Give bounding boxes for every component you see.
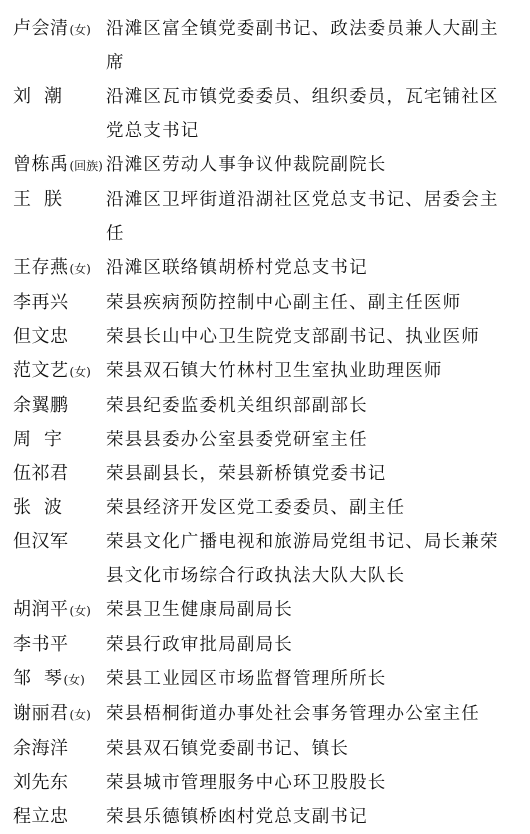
person-name-text: 曾栋禹 [13,154,69,175]
list-item [13,354,530,389]
person-name-text: 张 波 [13,497,63,518]
person-name-text: 伍祁君 [13,463,69,484]
list-item [13,766,530,800]
person-position: 荣县工业园区市场监督管理所所长 [106,669,387,689]
list-item [13,251,530,286]
person-name [13,183,106,217]
person-name-text: 刘先东 [13,772,69,793]
person-position: 荣县经济开发区党工委委员、副主任 [106,498,406,518]
list-item [13,628,530,662]
person-name [13,491,106,525]
person-position: 荣县长山中心卫生院党支部副书记、执业医师 [106,327,480,347]
person-name [13,423,106,457]
person-name-text: 李再兴 [13,292,69,313]
person-name [13,148,106,183]
person-name-text: 卢会清 [13,18,69,39]
person-position: 荣县副县长，荣县新桥镇党委书记 [106,464,387,484]
list-item [13,80,530,148]
person-name-text: 邹 琴 [13,668,63,689]
list-item [13,662,530,697]
person-note: (回族) [69,159,103,173]
person-position: 沿滩区劳动人事争议仲裁院副院长 [106,155,387,175]
person-name-text: 但汉军 [13,531,69,552]
person-position: 荣县卫生健康局副局长 [106,600,293,620]
person-position: 荣县城市管理服务中心环卫股股长 [106,773,387,793]
list-item [13,389,530,423]
person-position: 荣县双石镇大竹林村卫生室执业助理医师 [106,361,443,381]
list-item [13,286,530,320]
person-name-text: 余翼鹏 [13,395,69,416]
person-name [13,354,106,389]
person-position: 荣县双石镇党委副书记、镇长 [106,739,350,759]
person-name [13,12,106,47]
person-position: 荣县乐德镇桥凼村党总支副书记 [106,807,368,827]
person-name-text: 胡润平 [13,599,69,620]
list-item [13,320,530,354]
person-note: (女) [63,673,85,687]
person-name [13,525,106,559]
person-name-text: 程立忠 [13,806,69,827]
person-name [13,286,106,320]
person-name [13,628,106,662]
person-name-text: 谢丽君 [13,703,69,724]
person-position: 荣县疾病预防控制中心副主任、副主任医师 [106,293,462,313]
person-name [13,766,106,800]
list-item [13,12,530,80]
person-name [13,320,106,354]
list-item [13,457,530,491]
person-note: (女) [69,262,91,276]
person-note: (女) [69,604,91,618]
person-name [13,662,106,697]
list-item [13,593,530,628]
person-position: 荣县梧桐街道办事处社会事务管理办公室主任 [106,704,480,724]
person-name [13,732,106,766]
person-name-text: 余海洋 [13,738,69,759]
list-item [13,800,530,834]
list-item [13,423,530,457]
person-name [13,593,106,628]
person-name [13,697,106,732]
person-position: 沿滩区富全镇党委副书记、政法委员兼人大副主席 [106,19,499,73]
list-item [13,491,530,525]
person-name-text: 王存燕 [13,257,69,278]
person-name [13,457,106,491]
person-position: 沿滩区卫坪街道沿湖社区党总支书记、居委会主任 [106,190,499,244]
person-position: 荣县行政审批局副局长 [106,635,293,655]
person-name-text: 刘 潮 [13,86,63,107]
list-item [13,148,530,183]
person-name [13,800,106,834]
person-position: 荣县县委办公室县委党研室主任 [106,430,368,450]
person-name-text: 王 朕 [13,189,63,210]
list-item [13,183,530,251]
list-item [13,732,530,766]
person-position: 沿滩区联络镇胡桥村党总支书记 [106,258,368,278]
list-item [13,697,530,732]
person-name-text: 但文忠 [13,326,69,347]
person-name [13,80,106,114]
list-item [13,525,530,593]
person-name [13,389,106,423]
person-name [13,251,106,286]
person-note: (女) [69,23,91,37]
person-position: 荣县文化广播电视和旅游局党组书记、局长兼荣县文化市场综合行政执法大队大队长 [106,532,499,586]
person-note: (女) [69,365,91,379]
person-name-text: 周 宇 [13,429,63,450]
person-name-text: 李书平 [13,634,69,655]
person-position: 荣县纪委监委机关组织部副部长 [106,396,368,416]
person-name-text: 范文艺 [13,360,69,381]
person-position: 沿滩区瓦市镇党委委员、组织委员，瓦宅铺社区党总支书记 [106,87,499,141]
person-note: (女) [69,708,91,722]
